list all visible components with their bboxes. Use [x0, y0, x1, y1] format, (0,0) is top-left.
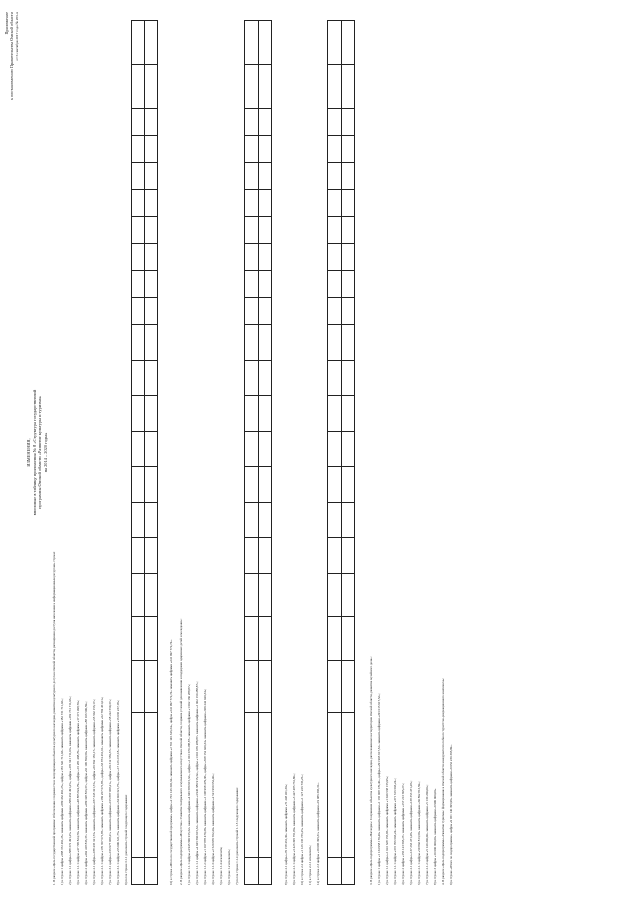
header-prilozhenie: Приложение — [4, 12, 9, 35]
paragraph: 9) в строке 2.1.1 цифры «3 426 395 761,80» заменить цифрами «3 427 485 761,80»; — [292, 773, 296, 885]
header-date-line: от 6 сентября 2017 года № 265-п — [14, 12, 19, 61]
paragraph: 9) в строке «Итого по подпрограмме» цифры «9 051 140 395,99» заменить цифрами «9 052 230 395,99». — [449, 744, 453, 885]
paragraph: 4. В разделе «Цель подпрограммы «Развитие туризма»: формирование в Омской области конкурентоспособного туристско-рекреационного комплекса»: — [441, 677, 445, 885]
inserted-row-table-1 — [131, 20, 158, 885]
paragraph: 6) в строке 2.1.1 цифры «59 802 813,59» заменить цифрами «60 892 813,59»; — [417, 781, 421, 885]
paragraph: 5) в строке 2.1 цифры «137 263 471,28» заменить цифрами «138 353 471,28»; — [409, 780, 413, 885]
paragraph: 9) после строки 3.1.1 дополнить строкой следующего содержания: — [124, 794, 128, 885]
paragraph: 7) в строке 3.1 цифры «166 977 068,21» заменить цифрами «165 887 068,21», цифры «59 312 559,37» заменить цифрами «58 222 559,37»; — [108, 699, 112, 885]
paragraph: 2) в строке 1.1 цифры «588 372 491,25» заменить цифрами «589 462 491,25», цифры «181 641 711,03» заменить цифрами «182 731 711,03»; — [68, 696, 72, 885]
paragraph: 1) в строке 1 цифры «588 372 491,25» заменить цифрами «589 462 491,25», цифры «181 641 711,03» заменить цифрами «182 731 711,03»; — [60, 698, 64, 885]
paragraph: 4) в строке 1.1.3 цифры «2 520 970 652,40» заменить цифрами «2 521 960 652,40»; — [211, 773, 215, 885]
paragraph: 5) в строке 2.1 цифры «188 435 321,73» заменить цифрами «187 345 321,73», цифры «66 592 156,17» заменить цифрами «65 502 156,17»; — [92, 699, 96, 885]
paragraph: 2. В разделе «Цель подпрограммы «Искусство»: Развитие театрального и музыкального искусства в Омской области, создание условий для выявления и поддержки одаренных детей и молодежи»: — [179, 618, 183, 885]
document-header — [4, 12, 19, 232]
header-to-decree: к постановлению Правительства Омской области — [9, 12, 15, 101]
paragraph: 5) в строке 1.1.4 исключить; — [219, 846, 223, 885]
paragraph: 3) в строке 1.1.1 цифры «372 706 603,24» заменить цифрами «371 616 603,24»; — [393, 778, 397, 885]
paragraph: 1. В разделе «Цель государственной программы: Обеспечение сохранности и популяризации объектов культурного наследия, развития культурного досуга в Омской области, расширения доступа населения к информационным ресурсам» строки: — [52, 551, 56, 885]
title-line-1: вносимые в таблицу приложения № 8 «Структура государственной — [31, 389, 37, 516]
title-line-2: программы Омской области «Развитие культуры и туризма» — [37, 396, 42, 509]
paragraph: 6) в строке 2.1.1 цифры «170 357 671,85» заменить цифрами «169 267 671,85», цифры «63 874 461,01» заменить цифрами «62 784 461,01»; — [100, 696, 104, 885]
inserted-row-table-3 — [327, 20, 355, 885]
paragraph: 7) в строке 2.1.2 цифры «5 140 200,00» заменить цифрами «5 130 200,00»; — [425, 784, 429, 885]
title-word: ИЗМЕНЕНИЯ, — [26, 438, 31, 467]
paragraph: 4) в строке 2 цифры «156 123 695,27» заменить цифрами «157 213 695,27»; — [401, 783, 405, 885]
paragraph: 3. В разделе «Цель подпрограммы «Наследие»: Сохранение объектов культурного наследия, расположенных на территории Омской области, развитие музейного дела»: — [369, 656, 373, 885]
document-title — [26, 250, 48, 655]
paragraph: 10) в строке «Итого по государственной программе» цифры «2 701 146 346,34» заменить цифрами «2 701 146 346,34», цифры «241 997 772,74» заменить цифрами «241 997 772,74». — [169, 639, 173, 885]
paragraph: 8) в строке 3 цифры «10 000 000,00» заменить цифрами «9 990 000,00». — [433, 787, 437, 885]
paragraph: 6) в строке 1.2 исключить; — [227, 849, 231, 885]
paragraph: 8) в строке 2.1 цифры «70 158 461,30» заменить цифрами «71 248 461,30»; — [284, 783, 288, 885]
paragraph: 3) в строке 1.1.2 цифры «1 107 878 479,38» заменить цифрами «1 108 968 479,38», цифры «368 152 020,34» заменить цифрами «369 242 020,34»; — [203, 688, 207, 885]
paragraph: 4) в строке 2 цифры «292 418 833,37» заменить цифрами «289 328 833,37», цифры «91 196 590,59» заменить цифрами «88 106 590,59»; — [84, 701, 88, 885]
paragraph: 10) в строке 2.2 цифры «1 126 136 735,25» заменить цифрами «1 127 226 735,25»; — [300, 774, 304, 885]
paragraph: 1) в строке 1 цифры «1 134 958 170,40» заменить цифрами «1 135 068 170,40», цифры «291 905 917,52» заменить цифрами «291 015 917,52»; — [377, 693, 381, 885]
paragraph: 11) в строке 2.2.1 исключить; — [308, 845, 312, 885]
paragraph: 2) в строке 1.1.1.1 цифры «4 945 590 915,32» заменить цифрами «4 946 680 915,32», цифры «1 001 070 288,87» заменить цифрами «1 002 160 288,87»; — [195, 681, 199, 885]
paragraph: 12) в строке 2.3 цифры «19 096 395,31» заменить цифрами «19 086 395,31». — [316, 782, 320, 885]
title-line-3: на 2014 – 2020 годы» — [42, 432, 48, 473]
paragraph: 2) в строке 1.1 цифры «1 041 628 155,95» заменить цифрами «1 040 538 155,95»; — [385, 775, 389, 885]
paragraph: 1) в строке 1.1.1 цифры «4 945 590 915,32» заменить цифрами «4 946 680 915,32», цифры «1 001 070 288,87» заменить цифрами «1 002 160 288,87»; — [187, 683, 191, 885]
inserted-row-table-2 — [244, 20, 272, 885]
paragraph: 7) после строки 1.1.4 дополнить строкой 1.1.5 следующего содержания: — [235, 787, 239, 885]
paragraph: 3) в строке 1.1.1 цифры «47 795 824,79» заменить цифрами «48 885 824,79», цифры «16 281 498,70» заменить цифрами «17 371 498,70»; — [76, 699, 80, 885]
paragraph: 8) в строке 3.1.1 цифры «65 090 321,75» заменить цифрами «64 000 321,75», цифры «17 126 237,18» заменить цифрами «16 036 237,18»; — [116, 699, 120, 885]
